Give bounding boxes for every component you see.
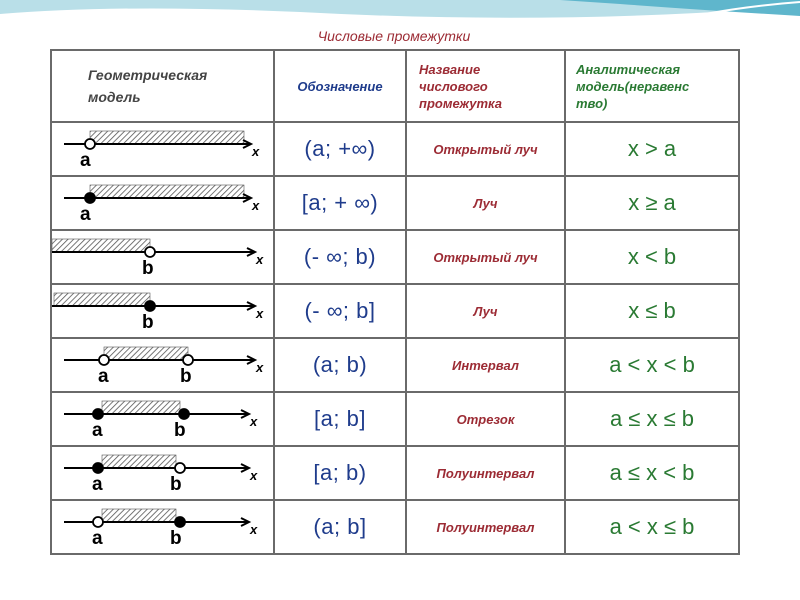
number-line-diagram [52,286,271,336]
point-label: a [80,150,91,171]
point-label: b [170,474,182,495]
inequality-cell: a ≤ x ≤ b [565,392,739,446]
axis-label: x [256,252,264,267]
axis-label: x [252,144,260,159]
number-line-diagram [52,340,271,390]
hatched-region [104,347,188,360]
header-notation: Обозначение [274,50,406,122]
point-label: b [180,366,192,387]
hatched-region [102,401,180,414]
open-point [183,355,193,365]
geometric-model-cell [51,230,274,284]
geometric-model-cell [51,176,274,230]
geometric-model-cell [51,392,274,446]
point-label: a [92,528,103,549]
header-row [51,50,739,122]
inequality-cell: x < b [565,230,739,284]
intervals-table [50,49,740,555]
table-row [51,230,739,284]
point-label: a [92,474,103,495]
table-row [51,446,739,500]
header-analytic [565,50,739,122]
axis-label: x [250,468,258,483]
closed-point [93,463,103,473]
notation-cell: [a; b] [274,392,406,446]
axis-label: x [252,198,260,213]
interval-name-cell: Отрезок [406,392,565,446]
number-line-diagram [52,394,271,444]
table-row [51,284,739,338]
header-geometric-line: модель [88,89,141,105]
header-geometric [51,50,274,122]
number-line-diagram [52,232,271,282]
point-label: b [142,258,154,279]
header-name-line: промежутка [419,95,502,111]
geometric-model-cell [51,122,274,176]
hatched-region [54,293,150,306]
inequality-cell: a < x < b [565,338,739,392]
hatched-region [90,131,244,144]
header-name [406,50,565,122]
hatched-region [102,509,176,522]
point-label: a [80,204,91,225]
number-line-diagram [52,448,271,498]
closed-point [85,193,95,203]
closed-point [93,409,103,419]
open-point [93,517,103,527]
interval-name-cell: Полуинтервал [406,500,565,554]
interval-name-cell: Луч [406,176,565,230]
interval-name-cell: Открытый луч [406,230,565,284]
number-line-diagram [52,124,271,174]
geometric-model-cell [51,338,274,392]
axis-label: x [256,306,264,321]
notation-cell: [a; + ∞) [274,176,406,230]
point-label: a [92,420,103,441]
header-analytic-line: тво) [576,95,608,111]
inequality-cell: a ≤ x < b [565,446,739,500]
hatched-region [52,239,150,252]
notation-cell: (- ∞; b) [274,230,406,284]
header-analytic-line: модель(неравенс [576,78,690,94]
geometric-model-cell [51,500,274,554]
table-row [51,176,739,230]
notation-cell: (- ∞; b] [274,284,406,338]
intervals-table-container [50,23,738,551]
closed-point [145,301,155,311]
point-label: b [142,312,154,333]
point-label: b [170,528,182,549]
table-row [51,122,739,176]
closed-point [179,409,189,419]
interval-name-cell: Интервал [406,338,565,392]
point-label: a [98,366,109,387]
axis-label: x [250,522,258,537]
interval-name-cell: Открытый луч [406,122,565,176]
inequality-cell: x > a [565,122,739,176]
open-point [99,355,109,365]
table-row [51,392,739,446]
header-name-line: числового [419,78,488,94]
number-line-diagram [52,178,271,228]
header-geometric-line: Геометрическая [88,67,208,83]
number-line-diagram [52,502,271,552]
open-point [145,247,155,257]
axis-label: x [256,360,264,375]
closed-point [175,517,185,527]
table-title: Числовые промежутки [317,28,471,44]
hatched-region [102,455,176,468]
notation-cell: [a; b) [274,446,406,500]
inequality-cell: a < x ≤ b [565,500,739,554]
axis-label: x [250,414,258,429]
table-row [51,338,739,392]
inequality-cell: x ≥ a [565,176,739,230]
hatched-region [90,185,244,198]
notation-cell: (a; b) [274,338,406,392]
notation-cell: (a; b] [274,500,406,554]
interval-name-cell: Луч [406,284,565,338]
inequality-cell: x ≤ b [565,284,739,338]
geometric-model-cell [51,446,274,500]
open-point [175,463,185,473]
open-point [85,139,95,149]
point-label: b [174,420,186,441]
interval-name-cell: Полуинтервал [406,446,565,500]
table-row [51,500,739,554]
notation-cell: (a; +∞) [274,122,406,176]
header-name-line: Название [419,61,481,77]
header-analytic-line: Аналитическая [576,61,680,77]
geometric-model-cell [51,284,274,338]
